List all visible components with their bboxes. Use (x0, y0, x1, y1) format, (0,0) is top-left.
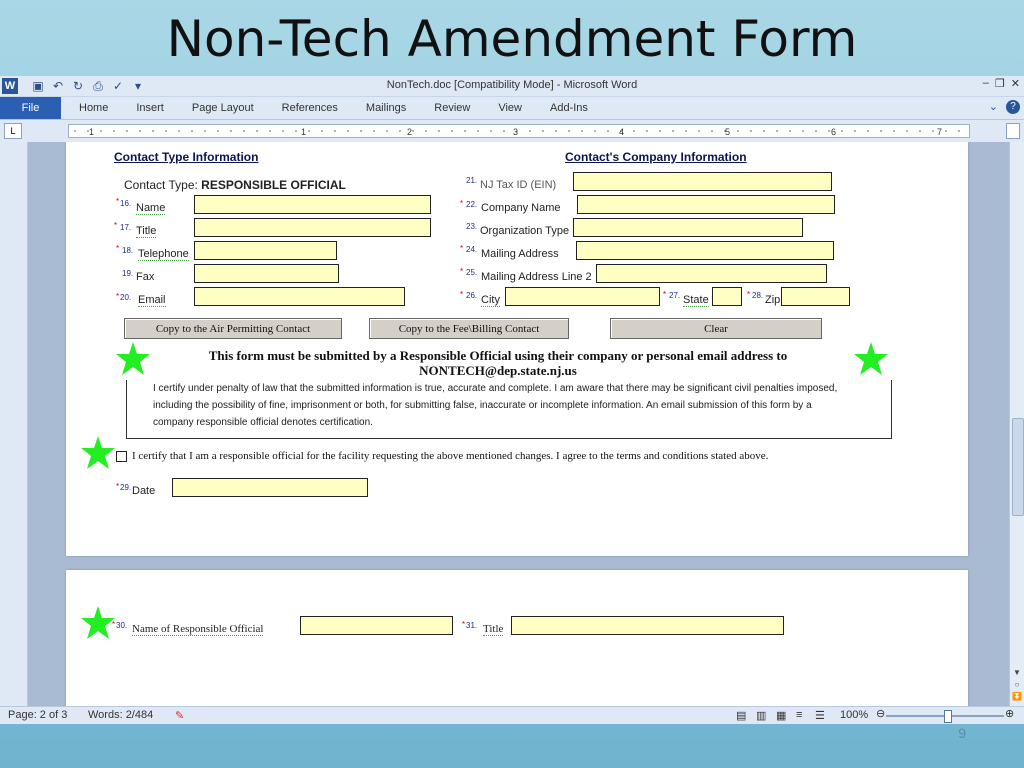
field-number: 31. (466, 621, 478, 630)
window-title: NonTech.doc [Compatibility Mode] - Microsoft Word (386, 79, 638, 91)
zoom-level[interactable]: 100% (840, 709, 869, 721)
required-marker: * (460, 199, 464, 208)
select-browse-object-icon[interactable]: ○ (1014, 680, 1020, 689)
field-number: 25. (466, 268, 478, 277)
date-label: Date (132, 485, 156, 497)
responsible-official-title-label: Title (483, 623, 504, 635)
clear-button[interactable]: Clear (610, 318, 822, 339)
ruler-bar (0, 120, 1024, 143)
ruler-number: 3 (513, 127, 519, 137)
certification-text: including the possibility of fine, imprisonment or both, for submitting false, inaccurate or incomplete information. An email submission of this form by a (153, 400, 812, 411)
ruler-number: 2 (407, 127, 413, 137)
outline-icon[interactable]: ≡ (796, 709, 803, 721)
zoom-in-icon[interactable]: ⊕ (1005, 708, 1015, 720)
field-number: 28. (752, 291, 764, 300)
ribbon-tabs (0, 97, 1024, 120)
company-name-field[interactable] (577, 195, 835, 214)
vertical-scrollbar[interactable] (1009, 142, 1024, 706)
zip-field[interactable] (781, 287, 850, 306)
tab-selector[interactable]: L (4, 123, 22, 139)
document-area (0, 142, 1010, 706)
undo-icon[interactable]: ↶ (52, 79, 64, 93)
word-app-icon[interactable]: W (2, 78, 18, 94)
ruler-number: 7 (937, 127, 943, 137)
submission-notice: This form must be submitted by a Responsible Official using their company or personal email address to (208, 348, 788, 363)
status-bar (0, 706, 1024, 724)
required-marker: * (663, 290, 667, 299)
certify-checkbox[interactable] (116, 451, 127, 462)
minimize-icon[interactable]: – (982, 77, 989, 89)
next-page-icon[interactable]: ⏬ (1012, 692, 1022, 701)
state-label: State (683, 294, 709, 306)
organization-type-field[interactable] (573, 218, 803, 237)
save-icon[interactable]: ▣ (32, 79, 44, 93)
organization-type-label: Organization Type (480, 225, 570, 237)
mailing-address-2-field[interactable] (596, 264, 827, 283)
field-number: 18. (122, 246, 134, 255)
ribbon-minimize-icon[interactable]: ⌄ (988, 101, 998, 113)
tax-id-field[interactable] (573, 172, 832, 191)
fax-field[interactable] (194, 264, 339, 283)
required-marker: * (116, 482, 120, 491)
scrollbar-thumb[interactable] (1012, 418, 1024, 516)
field-number: 23. (466, 222, 478, 231)
city-field[interactable] (505, 287, 660, 306)
field-number: 27. (669, 291, 681, 300)
tab-review[interactable]: Review (434, 102, 471, 114)
tab-home[interactable]: Home (79, 102, 109, 114)
tab-view[interactable]: View (498, 102, 522, 114)
email-label: Email (138, 294, 166, 306)
ruler-ticks (69, 125, 969, 137)
star-icon (80, 605, 116, 641)
tab-file[interactable]: File (0, 97, 61, 119)
field-number: 30. (116, 621, 128, 630)
ruler-number: 1 (89, 127, 95, 137)
field-number: 19. (122, 269, 134, 278)
zoom-out-icon[interactable]: ⊖ (876, 708, 886, 720)
restore-icon[interactable]: ❐ (994, 78, 1005, 90)
ruler-number: 4 (619, 127, 625, 137)
tab-insert[interactable]: Insert (136, 102, 164, 114)
certify-checkbox-label: I certify that I am a responsible official for the facility requesting the above mentioned changes. I agree to the terms and conditions stated above. (132, 450, 769, 462)
required-marker: * (114, 221, 118, 230)
certification-text: I certify under penalty of law that the submitted information is true, accurate and complete. I am aware that there may be significant civil penalties imposed, (153, 383, 838, 394)
field-number: 22. (466, 200, 478, 209)
mailing-address-label: Mailing Address (481, 248, 559, 260)
responsible-official-name-label: Name of Responsible Official (132, 623, 264, 635)
zip-label: Zip (765, 294, 781, 306)
scroll-down-icon[interactable]: ▼ (1013, 668, 1021, 677)
state-field[interactable] (712, 287, 742, 306)
required-marker: * (460, 290, 464, 299)
required-marker: * (460, 267, 464, 276)
contact-type-label (124, 178, 346, 192)
help-icon[interactable]: ? (1006, 100, 1020, 114)
tab-references[interactable]: References (281, 102, 338, 114)
mailing-address-2-label: Mailing Address Line 2 (481, 271, 592, 283)
required-marker: * (116, 292, 120, 301)
spelling-icon[interactable]: ✓ (112, 79, 124, 93)
slide-title: Non-Tech Amendment Form (166, 10, 858, 68)
ruler-number: 5 (725, 127, 731, 137)
required-marker: * (116, 197, 120, 206)
company-name-label: Company Name (481, 202, 561, 214)
copy-air-permitting-button[interactable]: Copy to the Air Permitting Contact (124, 318, 342, 339)
date-field[interactable] (172, 478, 368, 497)
horizontal-ruler[interactable] (68, 124, 970, 138)
document-page-1 (66, 142, 968, 556)
fax-label: Fax (136, 271, 155, 283)
ruler-number: 6 (831, 127, 837, 137)
field-number: 26. (466, 291, 478, 300)
required-marker: * (460, 244, 464, 253)
field-number: 17. (120, 223, 132, 232)
draft-icon[interactable]: ☰ (815, 710, 825, 722)
zoom-slider-thumb[interactable] (944, 710, 952, 723)
customize-qat-icon[interactable]: ▾ (134, 79, 142, 93)
ruler-number: 1 (301, 127, 307, 137)
tab-mailings[interactable]: Mailings (365, 102, 407, 114)
view-ruler-icon[interactable] (1006, 123, 1020, 139)
full-screen-reading-icon[interactable]: ▥ (756, 710, 767, 722)
word-window (0, 76, 1024, 724)
star-icon (80, 435, 116, 471)
web-layout-icon[interactable]: ▦ (776, 710, 787, 722)
title-label: Title (136, 225, 157, 237)
page-indicator[interactable]: Page: 2 of 3 (8, 709, 68, 721)
required-marker: * (747, 290, 751, 299)
star-icon (853, 341, 889, 377)
required-marker: * (116, 244, 120, 253)
title-field[interactable] (194, 218, 431, 237)
title-bar (0, 76, 1024, 97)
document-page-2 (66, 570, 968, 706)
required-marker: * (112, 620, 116, 629)
word-count[interactable]: Words: 2/484 (88, 709, 154, 721)
print-layout-icon[interactable]: ▤ (736, 710, 747, 722)
required-marker: * (462, 620, 466, 629)
window-controls (983, 77, 1020, 90)
responsible-official-name-field[interactable] (300, 616, 453, 635)
contact-type-caption: Contact Type: (124, 178, 198, 192)
right-section-heading: Contact's Company Information (565, 150, 747, 164)
certification-text: company responsible official denotes certification. (153, 417, 373, 428)
responsible-official-title-field[interactable] (511, 616, 784, 635)
field-number: 21. (466, 176, 478, 185)
city-label: City (481, 294, 500, 306)
redo-icon[interactable]: ↻ (72, 79, 84, 93)
email-field[interactable] (194, 287, 405, 306)
telephone-field[interactable] (194, 241, 337, 260)
field-number: 16. (120, 199, 132, 208)
vertical-ruler (0, 142, 28, 706)
print-icon[interactable]: ⎙ (93, 79, 103, 93)
telephone-label: Telephone (138, 248, 189, 260)
star-icon (115, 341, 151, 377)
field-number: 20. (120, 293, 132, 302)
proofing-icon[interactable]: ✎ (175, 710, 185, 722)
submission-email: NONTECH@dep.state.nj.us (419, 363, 577, 378)
tab-add-ins[interactable]: Add-Ins (550, 102, 588, 114)
name-label: Name (136, 202, 166, 214)
left-section-heading: Contact Type Information (114, 150, 259, 164)
tab-page-layout[interactable]: Page Layout (191, 102, 254, 114)
copy-fee-billing-button[interactable]: Copy to the Fee\Billing Contact (369, 318, 569, 339)
field-number: 24. (466, 245, 478, 254)
contact-type-value: RESPONSIBLE OFFICIAL (201, 178, 346, 192)
tax-id-label: NJ Tax ID (EIN) (480, 179, 557, 191)
mailing-address-field[interactable] (576, 241, 834, 260)
field-number: 29. (120, 483, 132, 492)
name-field[interactable] (194, 195, 431, 214)
certification-box (126, 380, 892, 439)
close-icon[interactable]: ✕ (1010, 78, 1020, 90)
slide-number: 9 (958, 725, 966, 741)
